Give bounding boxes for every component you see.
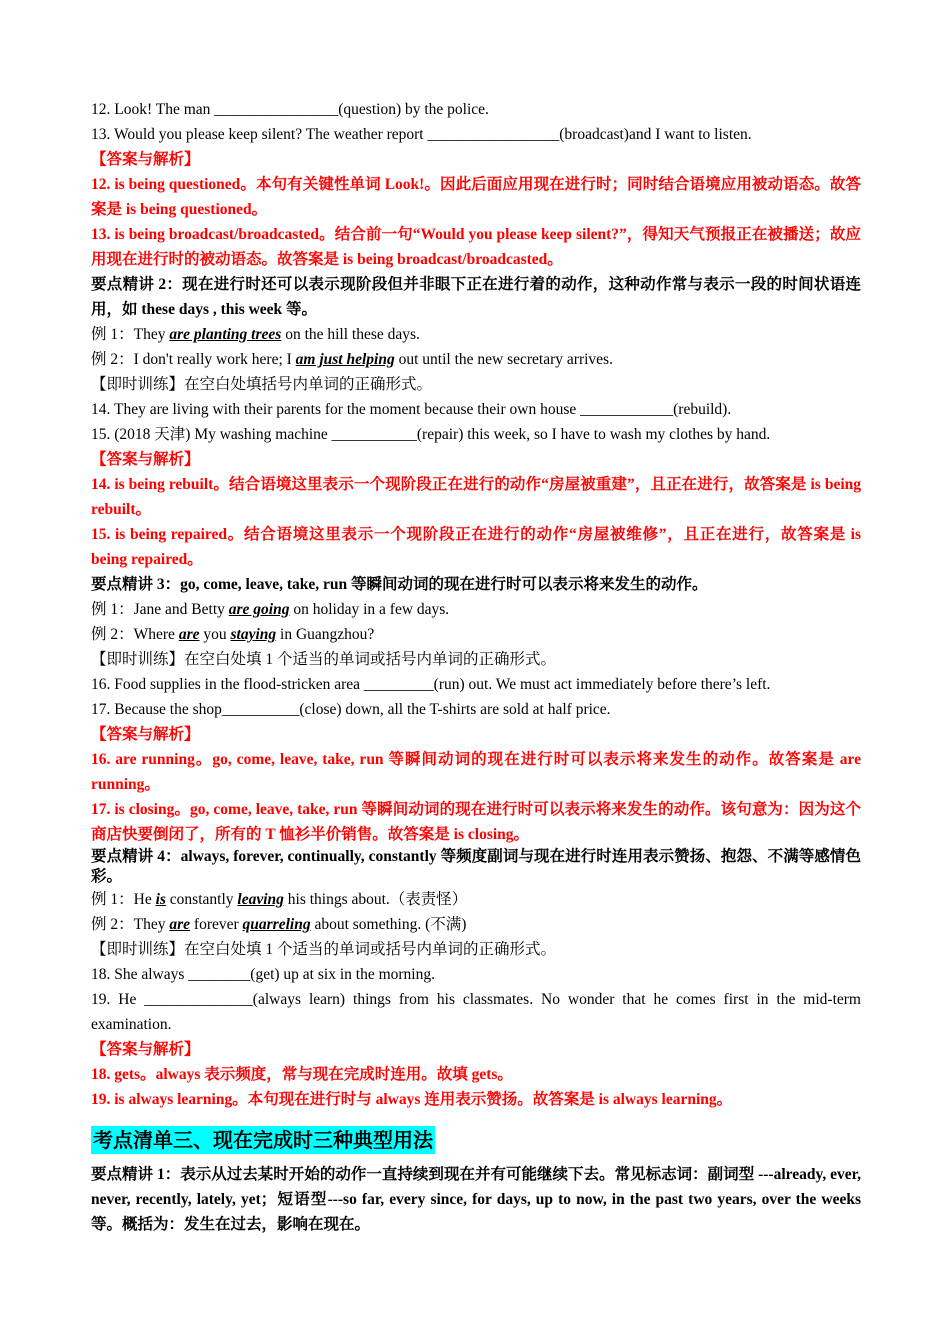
example-answer: is	[155, 891, 166, 908]
answer-19: 19. is always learning。本句现在进行时与 always 连用表示赞扬。故答案是 is always learning。	[91, 1091, 733, 1108]
example-answer: are	[169, 916, 191, 933]
example-4-2: 例 2：They are forever quarreling about something. (不满)	[91, 916, 467, 933]
key-point-1-perfect: 要点精讲 1：表示从过去某时开始的动作一直持续到现在并有可能继续下去。常见标志词：副词型 ---already, ever, never, recently, lately, yet；短语型---so far, every since, for days, up to now, in the past two years, over the weeks 等。概括为：发生在过去，影响在现在。	[91, 1166, 861, 1233]
question-16: 16. Food supplies in the flood-stricken area _________(run) out. We must act immediately before there’s left.	[91, 676, 771, 693]
answer-heading: 【答案与解析】	[91, 1041, 200, 1058]
example-3-1: 例 1：Jane and Betty are going on holiday in a few days.	[91, 601, 450, 618]
answer-14: 14. is being rebuilt。结合语境这里表示一个现阶段正在进行的动作“房屋被重建”，且正在进行，故答案是 is being rebuilt。	[91, 476, 861, 518]
example-answer: leaving	[237, 891, 284, 908]
question-15: 15. (2018 天津) My washing machine ___________(repair) this week, so I have to wash my clothes by hand.	[91, 426, 771, 443]
answer-13: 13. is being broadcast/broadcasted。结合前一句“Would you please keep silent?”，得知天气预报正在被播送；故应用现在进行时的被动语态。故答案是 is being broadcast/broadcasted。	[91, 226, 861, 268]
section-title: 考点清单三、现在完成时三种典型用法	[93, 1128, 433, 1152]
example-2-2: 例 2：I don't really work here; I am just helping out until the new secretary arrives.	[91, 351, 613, 368]
question-13: 13. Would you please keep silent? The weather report _________________(broadcast)and I want to listen.	[91, 126, 752, 143]
drill-heading: 【即时训练】在空白处填 1 个适当的单词或括号内单词的正确形式。	[91, 941, 557, 958]
answer-16: 16. are running。go, come, leave, take, run 等瞬间动词的现在进行时可以表示将来发生的动作。故答案是 are running。	[91, 751, 861, 793]
example-answer: are planting trees	[169, 326, 282, 343]
key-point-2: 要点精讲 2：现在进行时还可以表示现阶段但并非眼下正在进行着的动作，这种动作常与表示一段的时间状语连用，如 these days , this week 等。	[91, 276, 861, 318]
answer-heading: 【答案与解析】	[91, 151, 200, 168]
section-heading-wrap	[91, 1126, 861, 1154]
drill-heading: 【即时训练】在空白处填 1 个适当的单词或括号内单词的正确形式。	[91, 651, 557, 668]
question-19: 19. He ______________(always learn) things from his classmates. No wonder that he comes first in the mid-term examination.	[91, 991, 861, 1033]
answer-17: 17. is closing。go, come, leave, take, run 等瞬间动词的现在进行时可以表示将来发生的动作。该句意为：因为这个商店快要倒闭了，所有的 T 恤衫半价销售。故答案是 is closing。	[91, 801, 861, 843]
example-answer: staying	[230, 626, 277, 643]
example-answer: quarreling	[242, 916, 311, 933]
question-18: 18. She always ________(get) up at six in the morning.	[91, 966, 435, 983]
example-4-1: 例 1：He is constantly leaving his things about.（表责怪）	[91, 891, 468, 908]
example-3-2: 例 2：Where are you staying in Guangzhou?	[91, 626, 375, 643]
question-17: 17. Because the shop__________(close) down, all the T-shirts are sold at half price.	[91, 701, 611, 718]
answer-18: 18. gets。always 表示频度，常与现在完成时连用。故填 gets。	[91, 1066, 513, 1083]
answer-heading: 【答案与解析】	[91, 726, 200, 743]
question-14: 14. They are living with their parents for the moment because their own house ____________(rebuild).	[91, 401, 732, 418]
question-12: 12. Look! The man ________________(question) by the police.	[91, 101, 489, 118]
example-answer: am just helping	[295, 351, 395, 368]
key-point-4: 要点精讲 4：always, forever, continually, constantly 等频度副词与现在进行时连用表示赞扬、抱怨、不满等感情色彩。	[91, 848, 861, 885]
example-answer: are going	[228, 601, 290, 618]
answer-15: 15. is being repaired。结合语境这里表示一个现阶段正在进行的动作“房屋被维修”，且正在进行，故答案是 is being repaired。	[91, 526, 861, 568]
example-answer: are	[178, 626, 200, 643]
document-page	[91, 97, 861, 1237]
answer-heading: 【答案与解析】	[91, 451, 200, 468]
drill-heading: 【即时训练】在空白处填括号内单词的正确形式。	[91, 376, 433, 393]
key-point-3: 要点精讲 3：go, come, leave, take, run 等瞬间动词的现在进行时可以表示将来发生的动作。	[91, 576, 708, 593]
example-2-1: 例 1：They are planting trees on the hill these days.	[91, 326, 420, 343]
answer-12: 12. is being questioned。本句有关键性单词 Look!。因此后面应用现在进行时；同时结合语境应用被动语态。故答案是 is being questioned。	[91, 176, 861, 218]
